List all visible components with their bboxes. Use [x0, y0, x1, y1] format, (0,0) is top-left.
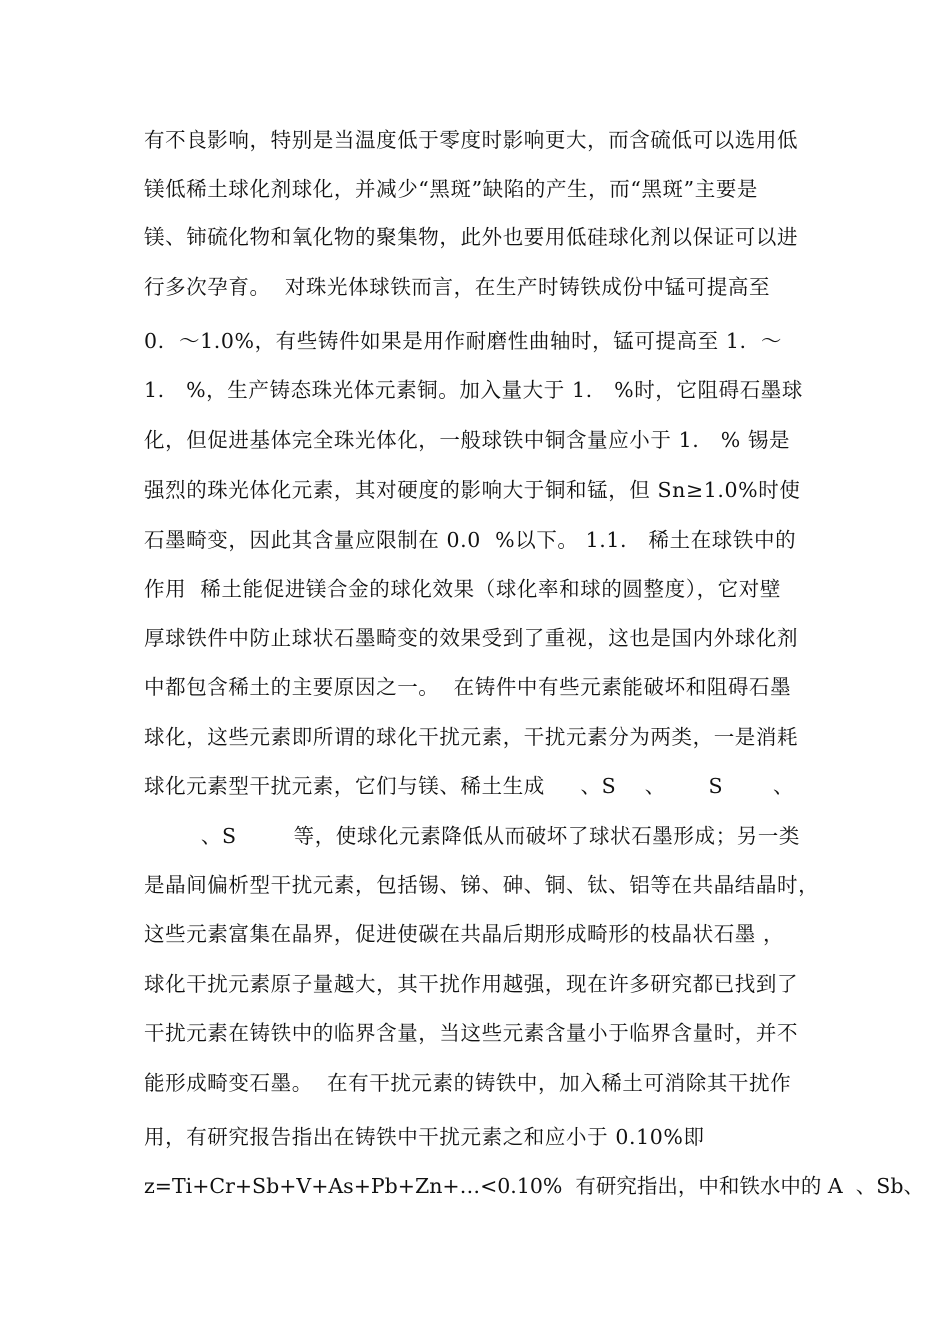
text-line: z=Ti+Cr+Sb+V+As+Pb+Zn+…<0.10% 有研究指出，中和铁水中的 A 、Sb、 [144, 1174, 924, 1198]
text-line: 是晶间偏析型干扰元素，包括锡、锑、砷、铜、钛、铝等在共晶结晶时， [144, 873, 820, 897]
text-line: 镁、铈硫化物和氧化物的聚集物，此外也要用低硅球化剂以保证可以进 [144, 225, 799, 249]
text-line: 球化元素型干扰元素，它们与镁、稀土生成 、S 、 S 、 [144, 774, 795, 798]
text-line: 球化，这些元素即所谓的球化干扰元素，干扰元素分为两类，一是消耗 [144, 725, 799, 749]
text-line: 镁低稀土球化剂球化，并减少“黑斑”缺陷的产生，而“黑斑”主要是 [144, 177, 759, 201]
text-line: 1. %，生产铸态珠光体元素铜。加入量大于 1. %时，它阻碍石墨球 [144, 378, 803, 402]
text-line: 行多次孕育。 对珠光体球铁而言，在生产时铸铁成份中锰可提高至 [144, 275, 771, 299]
text-line: 作用 稀土能促进镁合金的球化效果（球化率和球的圆整度），它对壁 [144, 577, 781, 601]
text-line: 厚球铁件中防止球状石墨畸变的效果受到了重视，这也是国内外球化剂 [144, 626, 799, 650]
text-line: 能形成畸变石墨。 在有干扰元素的铸铁中，加入稀土可消除其干扰作 [144, 1071, 792, 1095]
text-line: 用，有研究报告指出在铸铁中干扰元素之和应小于 0.10%即 [144, 1125, 705, 1149]
text-line: 这些元素富集在晶界，促进使碳在共晶后期形成畸形的枝晶状石墨 ， [144, 922, 785, 946]
text-line: 强烈的珠光体化元素，其对硬度的影响大于铜和锰，但 Sn≥1.0%时使 [144, 478, 801, 502]
text-line: 干扰元素在铸铁中的临界含量，当这些元素含量小于临界含量时，并不 [144, 1021, 799, 1045]
text-line: 球化干扰元素原子量越大，其干扰作用越强，现在许多研究都已找到了 [144, 972, 799, 996]
text-line: 石墨畸变，因此其含量应限制在 0.0 %以下。 1.1. 稀土在球铁中的 [144, 528, 797, 552]
text-line: 中都包含稀土的主要原因之一。 在铸件中有些元素能破坏和阻碍石墨 [144, 675, 792, 699]
text-line: 有不良影响，特别是当温度低于零度时影响更大，而含硫低可以选用低 [144, 128, 799, 152]
text-line: 0. ～1.0%，有些铸件如果是用作耐磨性曲轴时，锰可提高至 1. ～ [144, 329, 782, 353]
text-line: 化，但促进基体完全珠光体化，一般球铁中铜含量应小于 1. % 锡是 [144, 428, 791, 452]
text-line: 、S 等，使球化元素降低从而破坏了球状石墨形成；另一类 [144, 824, 801, 848]
